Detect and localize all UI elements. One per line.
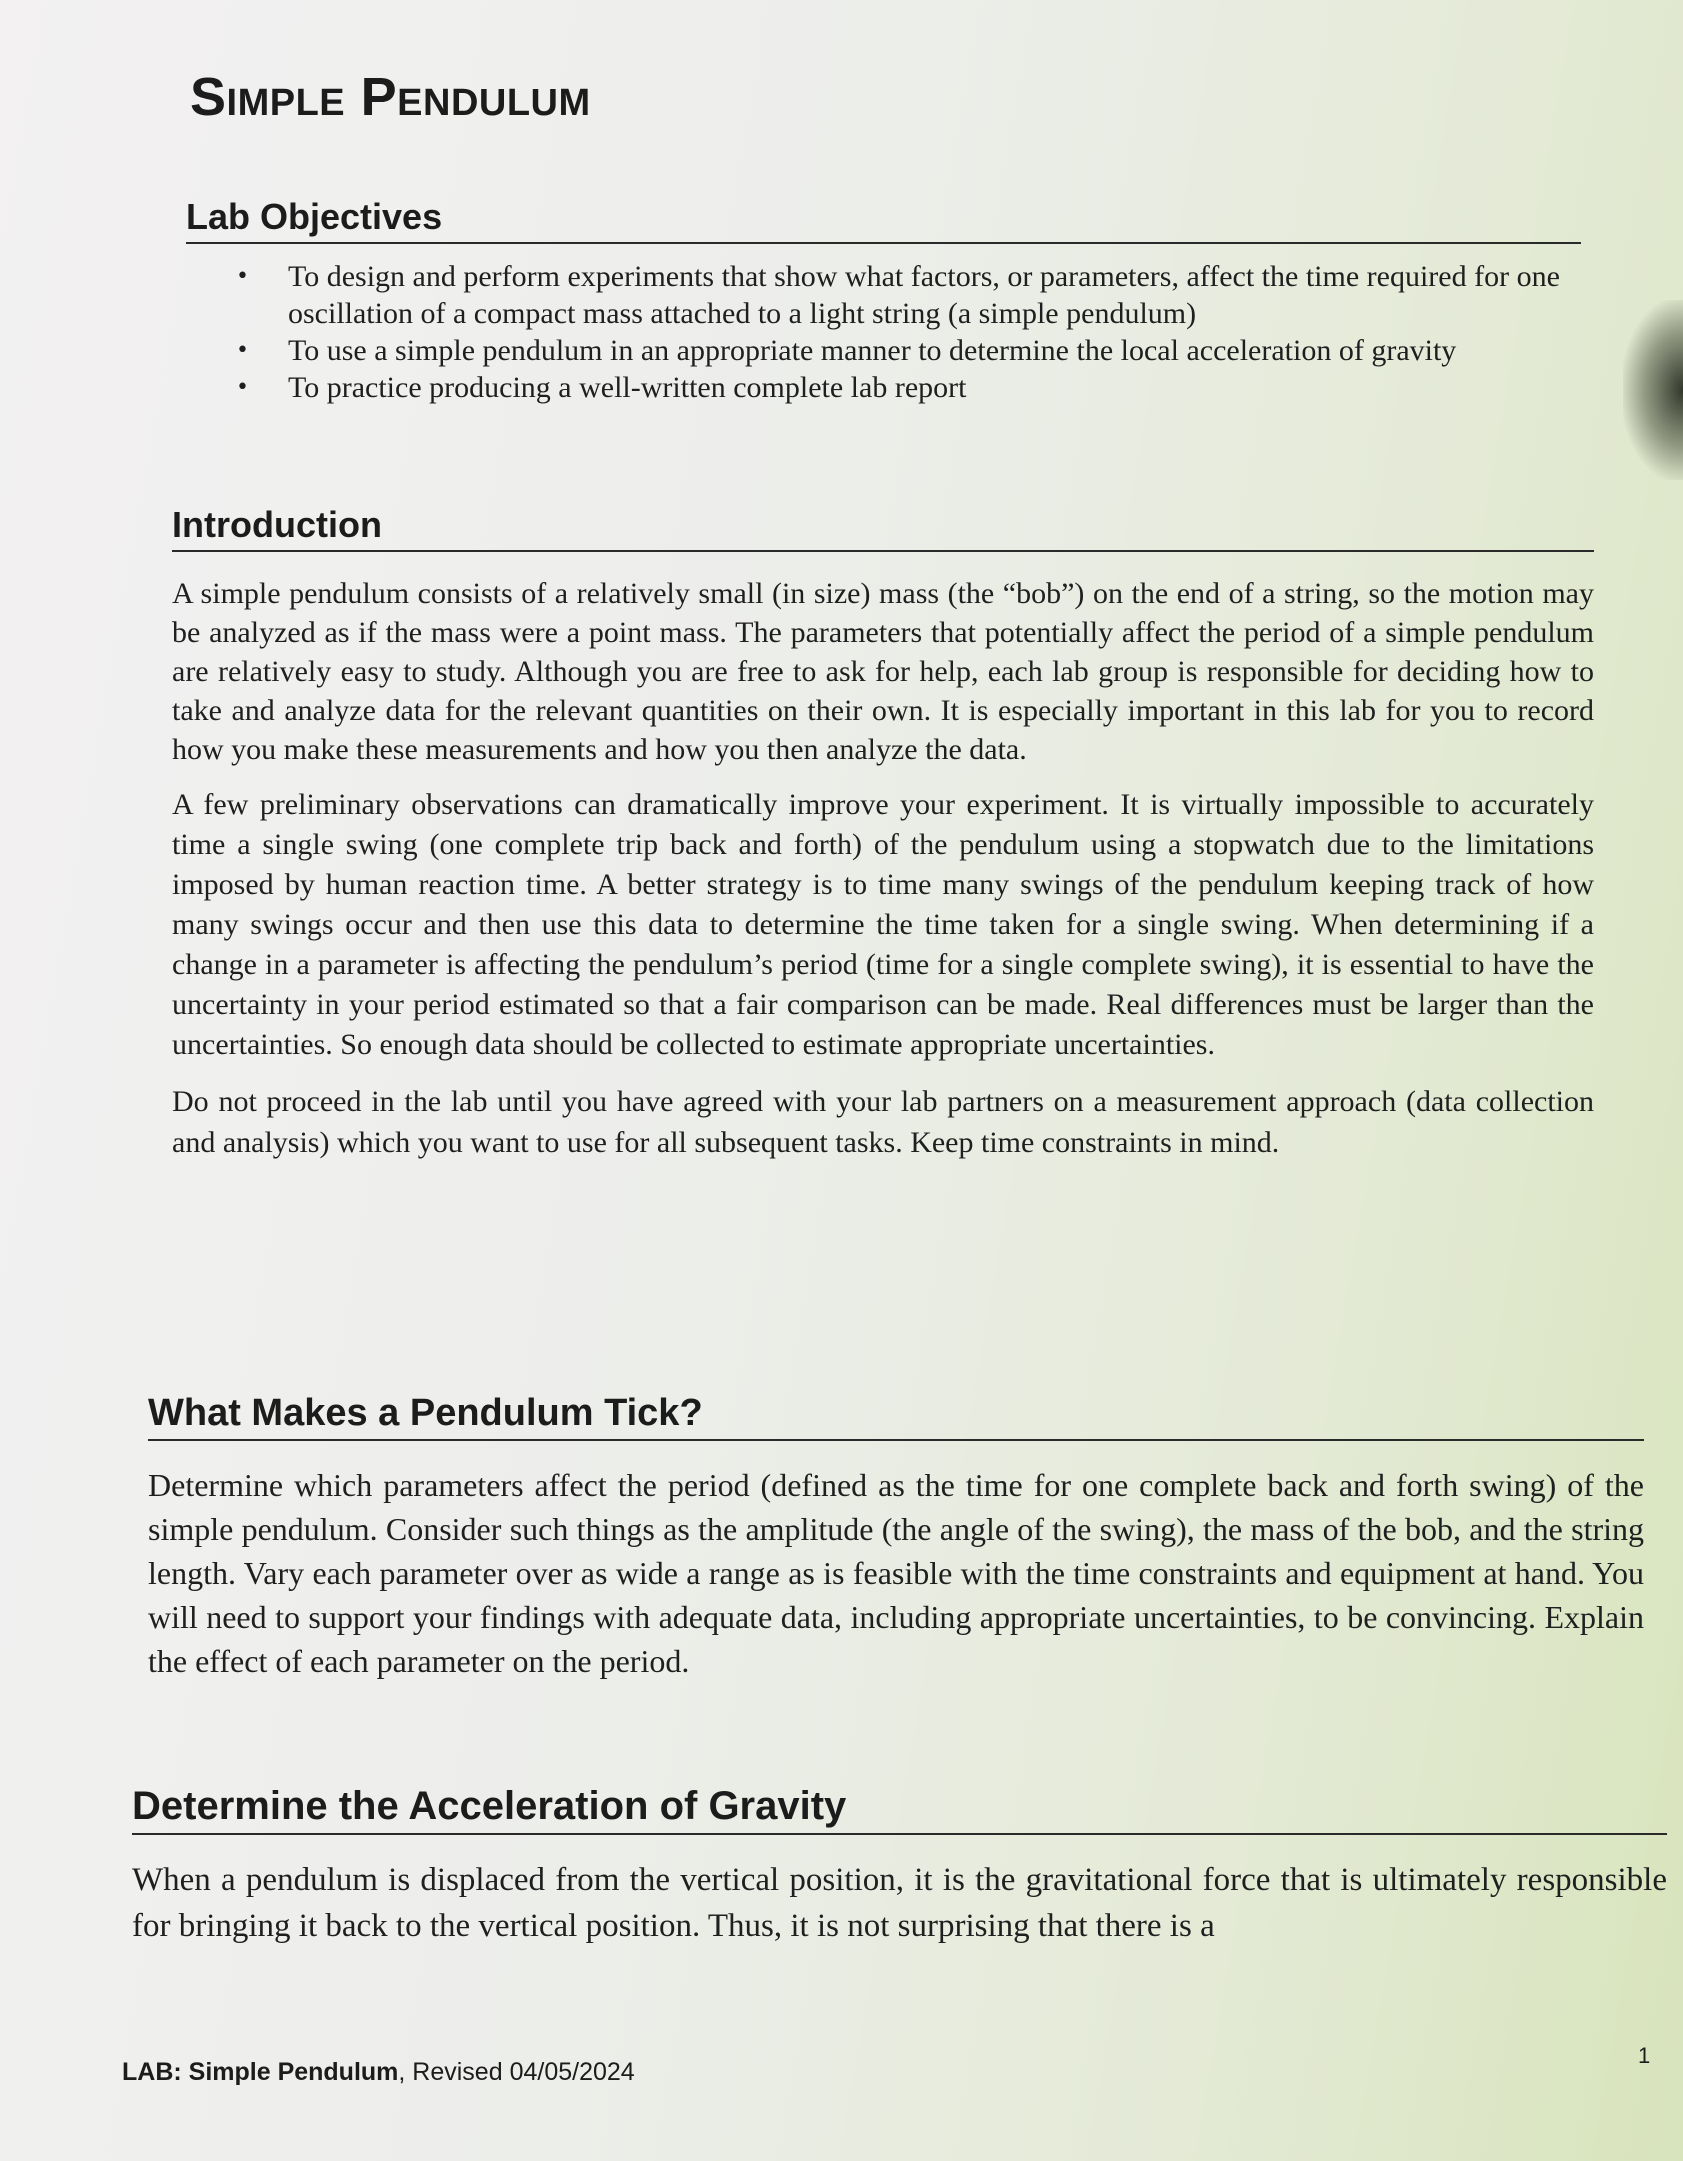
list-item xyxy=(186,258,1581,332)
section-lab-objectives xyxy=(186,196,1581,406)
bullet-icon: • xyxy=(236,338,249,363)
list-item xyxy=(186,369,1581,406)
footer-lab-label: LAB: Simple Pendulum xyxy=(122,2058,399,2086)
section-heading: Determine the Acceleration of Gravity xyxy=(132,1784,1667,1835)
section-heading: What Makes a Pendulum Tick? xyxy=(148,1392,1644,1441)
section-introduction xyxy=(172,504,1594,1163)
section-pendulum-tick xyxy=(148,1392,1644,1683)
bullet-icon: • xyxy=(236,264,249,289)
objective-text: To practice producing a well-written complete lab report xyxy=(288,371,967,404)
objectives-list xyxy=(186,258,1581,406)
objective-text: To design and perform experiments that show what factors, or parameters, affect the time required for one oscillation of a compact mass attached to a light string (a simple pendulum) xyxy=(288,260,1560,330)
page-number: 1 xyxy=(1638,2043,1651,2068)
document-title: Simple Pendulum xyxy=(190,67,591,127)
section-heading: Introduction xyxy=(172,504,1594,552)
intro-paragraph-1: A simple pendulum consists of a relatively small (in size) mass (the “bob”) on the end of a string, so the motion may be analyzed as if the mass were a point mass. The parameters that potentially affect the period of a simple pendulum are relatively easy to study. Although you are free to ask for help, each lab group is responsible for deciding how to take and analyze data for the relevant quantities on their own. It is especially important in this lab for you to record how you make these measurements and how you then analyze the data. xyxy=(172,577,1594,766)
intro-paragraph-2: A few preliminary observations can dramatically improve your experiment. It is virtually impossible to accurately time a single swing (one complete trip back and forth) of the pendulum using a stopwatch due to the limitations imposed by human reaction time. A better strategy is to time many swings of the pendulum keeping track of how many swings occur and then use this data to determine the time taken for a single swing. When determining if a change in a parameter is affecting the pendulum’s period (time for a single complete swing), it is essential to have the uncertainty in your period estimated so that a fair comparison can be made. Real differences must be larger than the uncertainties. So enough data should be collected to estimate appropriate uncertainties. xyxy=(172,788,1594,1061)
section-heading: Lab Objectives xyxy=(186,196,1581,244)
section-acceleration-gravity xyxy=(132,1784,1667,1949)
intro-paragraph-3: Do not proceed in the lab until you have agreed with your lab partners on a measurement approach (data collection and analysis) which you want to use for all subsequent tasks. Keep time constraints in mind. xyxy=(172,1085,1594,1159)
objective-text: To use a simple pendulum in an appropriate manner to determine the local acceleration of gravity xyxy=(288,334,1457,367)
page-footer xyxy=(122,2058,635,2087)
edge-shadow xyxy=(1623,300,1683,480)
gravity-paragraph: When a pendulum is displaced from the vertical position, it is the gravitational force that is ultimately responsible for bringing it back to the vertical position. Thus, it is not surprising that there is a xyxy=(132,1862,1667,1944)
bullet-icon: • xyxy=(236,375,249,400)
list-item xyxy=(186,332,1581,369)
footer-revision: , Revised 04/05/2024 xyxy=(398,2058,635,2086)
tick-paragraph: Determine which parameters affect the period (defined as the time for one complete back and forth swing) of the simple pendulum. Consider such things as the amplitude (the angle of the swing), the mass of the bob, and the string length. Vary each parameter over as wide a range as is feasible with the time constraints and equipment at hand. You will need to support your findings with adequate data, including appropriate uncertainties, to be convincing. Explain the effect of each parameter on the period. xyxy=(148,1467,1644,1679)
